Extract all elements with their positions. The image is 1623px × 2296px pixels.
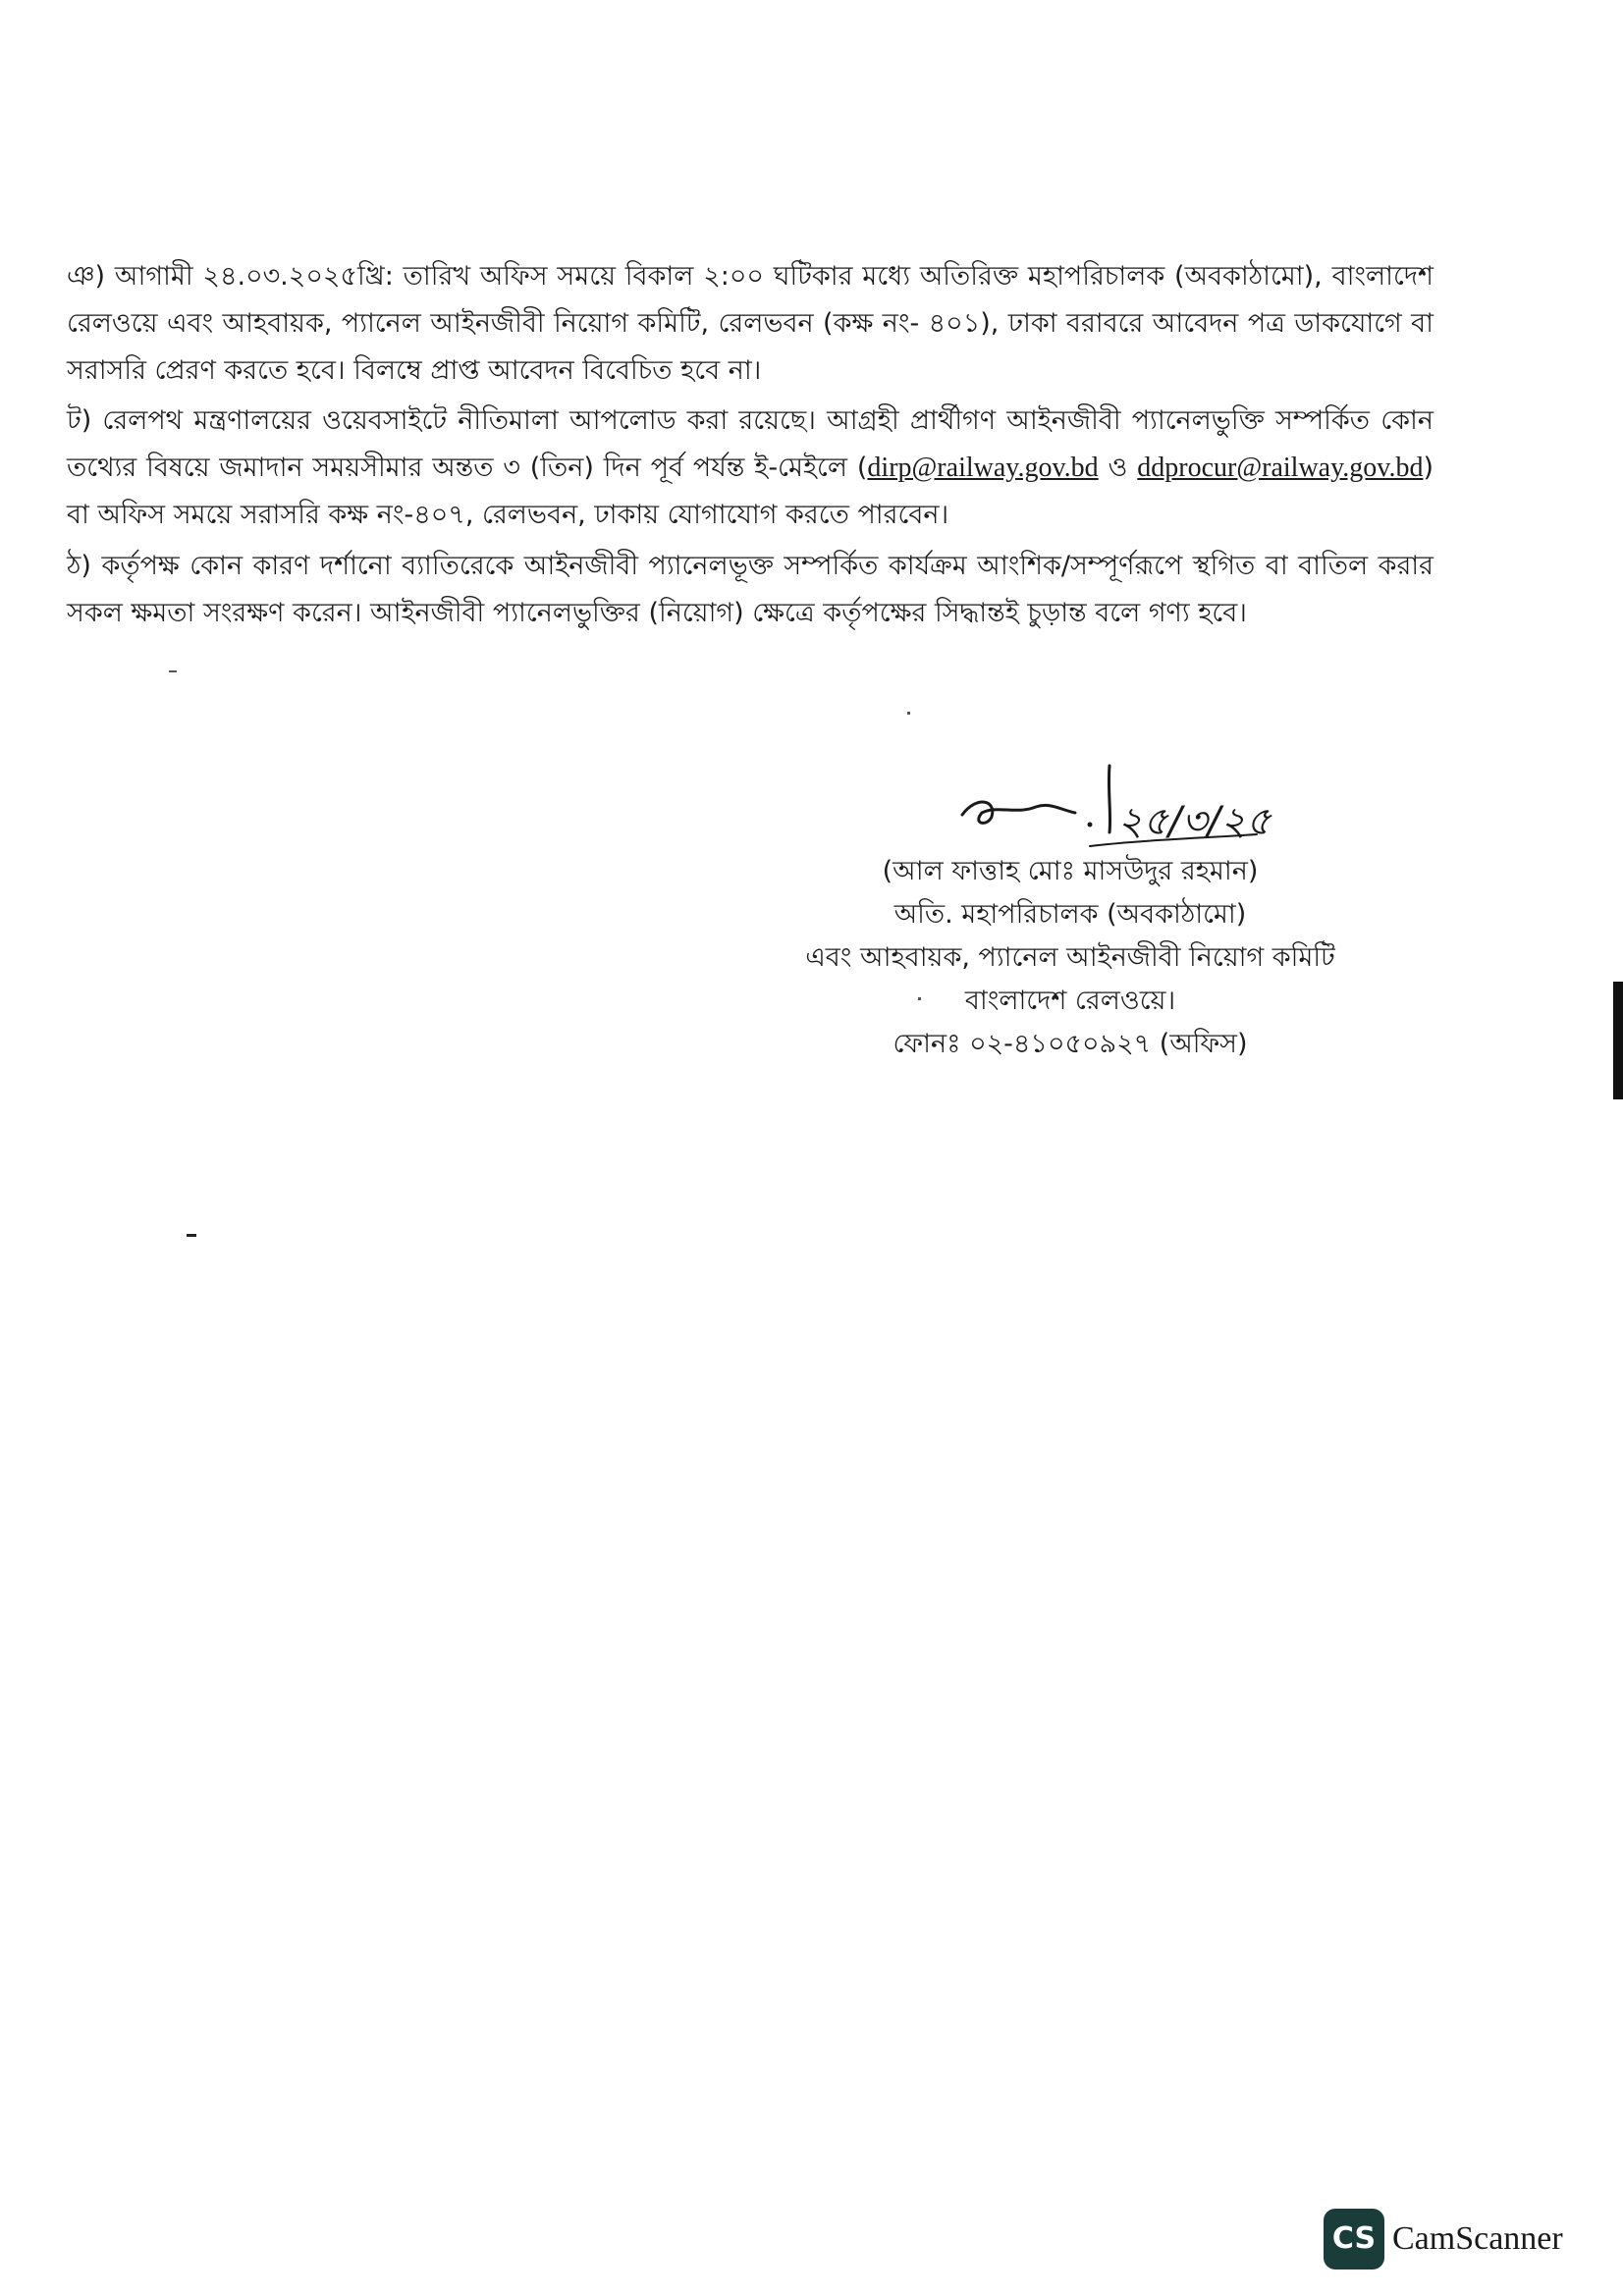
paragraph-jha-text: ঞ) আগামী ২৪.০৩.২০২৫খ্রি: তারিখ অফিস সময়ে বিকাল ২:০০ ঘটিকার মধ্যে অতিরিক্ত মহাপরিচালক (অবকাঠামো), বাংলাদেশ রেলওয়ে এবং আহবায়ক, প্যানেল আইনজীবী নিয়োগ কমিটি, রেলভবন (কক্ষ নং- ৪০১), ঢাকা বরাবরে আবেদন পত্র ডাকযোগে বা সরাসরি প্রেরণ করতে হবে। বিলম্বে প্রাপ্ত আবেদন বিবেচিত হবে না। (67, 261, 1434, 386)
paragraph-ta (67, 398, 1434, 539)
paragraph-ta-text-before: ট) রেলপথ মন্ত্রণালয়ের ওয়েবসাইটে নীতিমালা আপলোড করা রয়েছে। আগ্রহী প্রার্থীগণ আইনজীবী প্যানেলভুক্তি সম্পর্কিত কোন তথ্যের বিষয়ে জমাদান সময়সীমার অন্তত ৩ (তিন) দিন পূর্ব পর্যন্ত ই-মেইলে ( (67, 405, 1434, 483)
paragraph-ta-text-middle: ও (1098, 453, 1138, 483)
scan-edge-mark (1613, 982, 1623, 1099)
scan-speck (169, 670, 177, 672)
scan-speck (187, 1234, 196, 1237)
email-ddprocur: ddprocur@railway.gov.bd (1137, 453, 1424, 483)
paragraph-tha-text: ঠ) কর্তৃপক্ষ কোন কারণ দর্শানো ব্যাতিরেকে আইনজীবী প্যানেলভূক্ত সম্পর্কিত কার্যক্রম আংশিক/সম্পূর্ণরূপে স্থগিত বা বাতিল করার সকল ক্ষমতা সংরক্ষণ করেন। আইনজীবী প্যানেলভুক্তির (নিয়োগ) ক্ষেত্রে কর্তৃপক্ষের সিদ্ধান্তই চুড়ান্ত বলে গণ্য হবে। (67, 551, 1434, 628)
signatory-role: এবং আহবায়ক, প্যানেল আইনজীবী নিয়োগ কমিটি (805, 942, 1335, 973)
handwritten-signature (943, 756, 1296, 864)
signatory-name: (আল ফাত্তাহ মোঃ মাসউদুর রহমান) (882, 856, 1259, 886)
signatory-designation: অতি. মহাপরিচালক (অবকাঠামো) (893, 899, 1247, 930)
signature-date: ২৫/৩/২৫ (1117, 799, 1271, 844)
paragraph-tha (67, 543, 1434, 637)
scan-speck (907, 712, 910, 715)
paragraph-ta-text-after: ) বা অফিস সময়ে সরাসরি কক্ষ নং-৪০৭, রেলভবন, ঢাকায় যোগাযোগ করতে পারবেন। (67, 453, 1434, 530)
signatory-organization: বাংলাদেশ রেলওয়ে। (964, 986, 1176, 1016)
signatory-phone: ফোনঃ ০২-৪১০৫০৯২৭ (অফিস) (893, 1029, 1248, 1059)
paragraph-jha (67, 253, 1434, 395)
camscanner-watermark: CamScanner (1392, 2220, 1563, 2257)
camscanner-logo-icon: CS (1324, 2209, 1384, 2269)
signatory-block (785, 850, 1355, 1066)
scan-speck (918, 997, 921, 1000)
email-dirp: dirp@railway.gov.bd (867, 453, 1099, 483)
